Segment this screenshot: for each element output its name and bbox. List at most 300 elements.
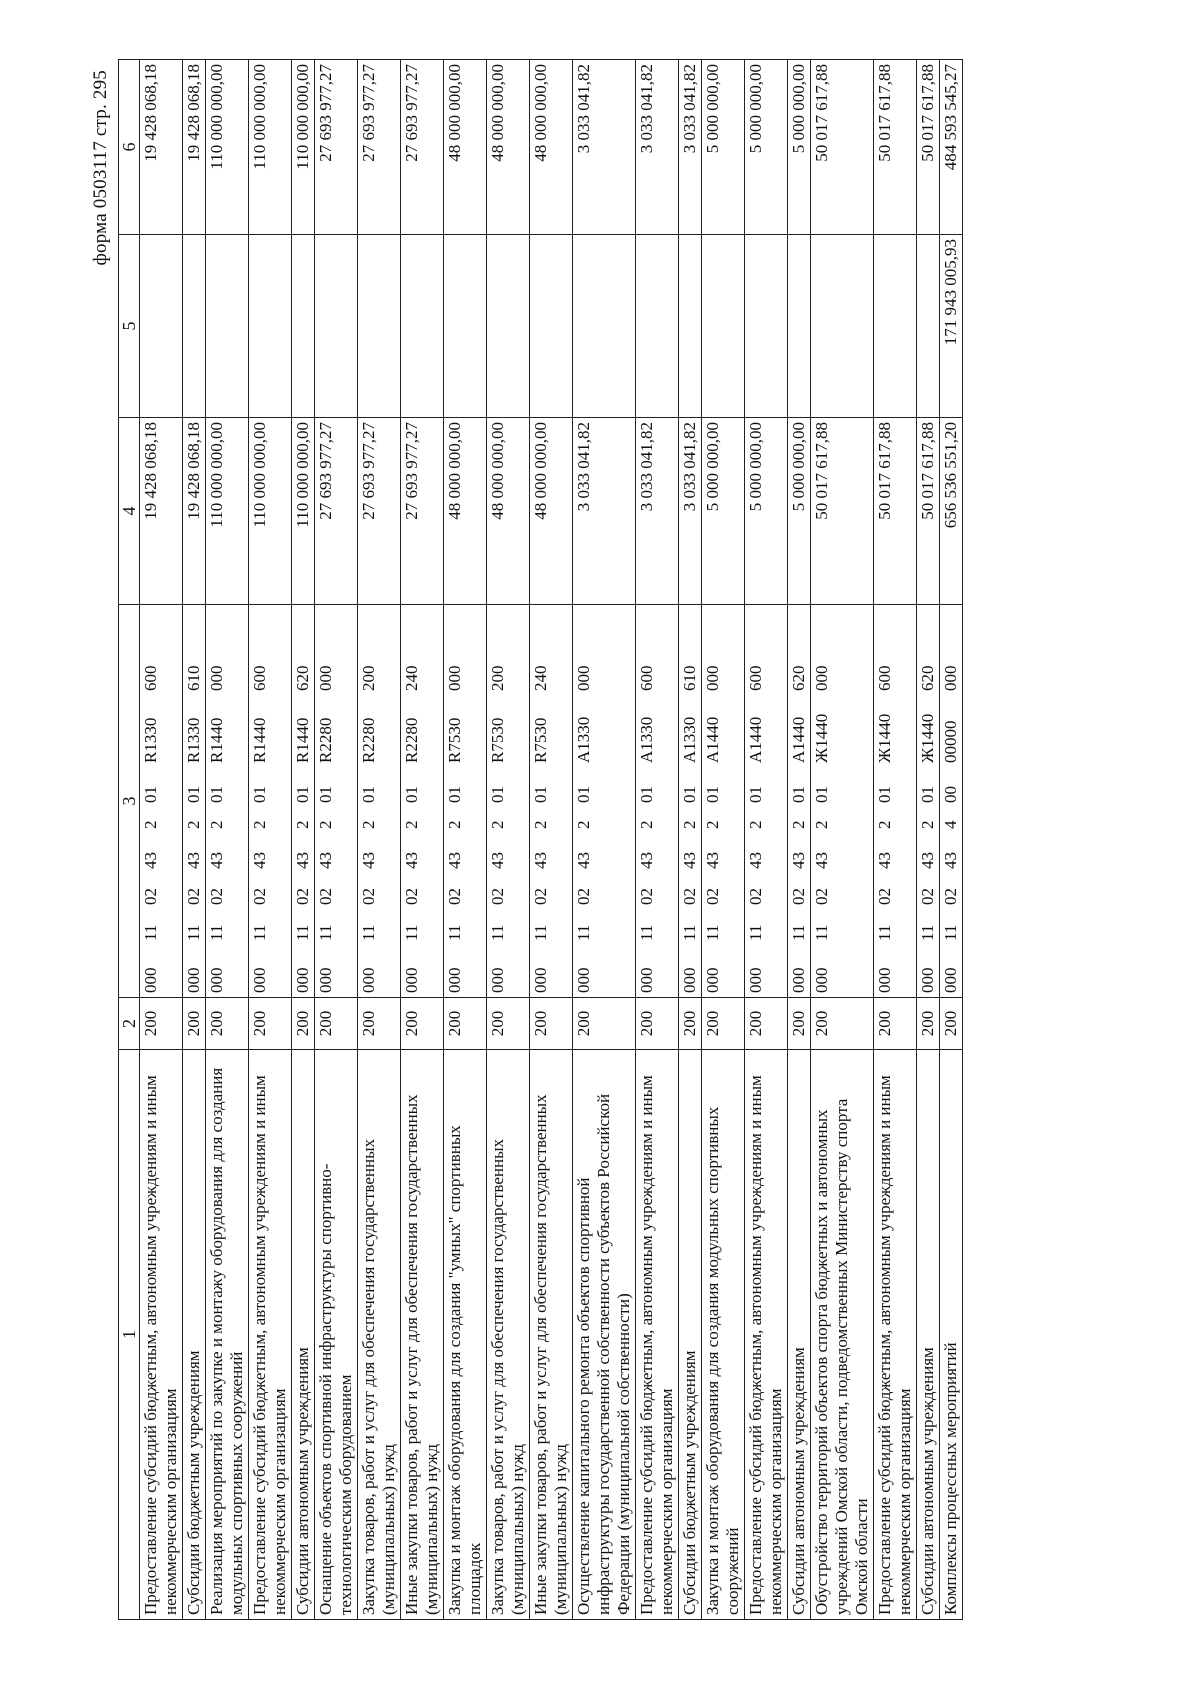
budget-code-part: 000 (703, 665, 722, 691)
row-col6-amount: 3 033 041,82 (636, 60, 679, 235)
row-col4-amount: 110 000 000,00 (292, 418, 315, 605)
budget-code-part: 620 (789, 665, 808, 691)
budget-code-part: 2 (789, 820, 808, 829)
row-line-code-cell: 200 (874, 998, 917, 1050)
budget-code-parts (293, 609, 313, 993)
budget-code-part: 11 (488, 924, 507, 941)
row-line-code-cell: 200 (140, 998, 183, 1050)
budget-code-part: 000 (875, 967, 894, 993)
budget-code-part: 2 (445, 820, 464, 829)
row-col4-amount: 50 017 617,88 (811, 418, 874, 605)
budget-code-parts (680, 609, 700, 993)
row-col5-amount (679, 235, 702, 418)
budget-code-part: 600 (250, 665, 269, 691)
row-col4-amount: 27 693 977,27 (401, 418, 444, 605)
row-budget-code-cell (745, 605, 788, 998)
budget-code-part: 02 (316, 888, 335, 905)
table-row (811, 60, 874, 1620)
row-budget-code-cell (358, 605, 401, 998)
table-row (315, 60, 358, 1620)
budget-code-parts (184, 609, 204, 993)
budget-code-part: 610 (680, 665, 699, 691)
budget-code-part: 02 (359, 888, 378, 905)
budget-code-part: 600 (875, 665, 894, 691)
budget-code-part: 02 (488, 888, 507, 905)
budget-code-part: 000 (402, 967, 421, 993)
budget-code-part: 000 (141, 967, 160, 993)
budget-code-part: 02 (402, 888, 421, 905)
budget-code-part: 02 (531, 888, 550, 905)
budget-code-part: 11 (359, 924, 378, 941)
budget-code-parts (531, 609, 551, 993)
budget-code-part: 240 (531, 665, 550, 691)
budget-code-part: 43 (703, 852, 722, 869)
row-line-code-cell: 200 (249, 998, 292, 1050)
row-col4-amount: 3 033 041,82 (573, 418, 636, 605)
budget-code-part: 43 (746, 852, 765, 869)
row-col5-amount (487, 235, 530, 418)
budget-code-part: 2 (531, 820, 550, 829)
budget-code-part: 000 (316, 665, 335, 691)
budget-code-part: R2280 (359, 717, 378, 763)
row-col4-amount: 3 033 041,82 (679, 418, 702, 605)
budget-code-part: 000 (703, 967, 722, 993)
row-budget-code-cell (917, 605, 940, 998)
budget-code-part: 02 (445, 888, 464, 905)
row-budget-code-cell (206, 605, 249, 998)
budget-code-part: А1330 (680, 716, 699, 763)
row-col4-amount: 110 000 000,00 (249, 418, 292, 605)
budget-code-parts (445, 609, 465, 993)
table-row (917, 60, 940, 1620)
budget-code-part: 200 (359, 665, 378, 691)
budget-code-part: 02 (789, 888, 808, 905)
budget-code-part: 11 (875, 924, 894, 941)
row-col5-amount (444, 235, 487, 418)
budget-code-part: 01 (316, 786, 335, 803)
budget-code-part: 11 (680, 924, 699, 941)
budget-code-part: 11 (812, 924, 831, 941)
row-col5-amount (874, 235, 917, 418)
budget-code-part: 2 (184, 820, 203, 829)
budget-code-part: 02 (184, 888, 203, 905)
table-row (679, 60, 702, 1620)
budget-code-part: 000 (293, 967, 312, 993)
budget-code-parts (141, 609, 161, 993)
budget-code-part: 000 (941, 967, 960, 993)
budget-code-parts (918, 609, 938, 993)
budget-code-part: 43 (184, 852, 203, 869)
row-line-code-cell: 200 (811, 998, 874, 1050)
row-budget-code-cell (530, 605, 573, 998)
rotated-sheet (90, 60, 1090, 1620)
budget-code-part: 01 (207, 786, 226, 803)
budget-code-part: 2 (250, 820, 269, 829)
budget-code-part: 000 (531, 967, 550, 993)
row-name-cell: Иные закупки товаров, работ и услуг для обеспечения государственных (муниципальных) нужд (530, 1050, 573, 1620)
column-header: 3 (119, 605, 140, 998)
column-header: 6 (119, 60, 140, 235)
budget-code-part: 610 (184, 665, 203, 691)
column-header: 2 (119, 998, 140, 1050)
row-line-code-cell: 200 (702, 998, 745, 1050)
column-header: 1 (119, 1050, 140, 1620)
budget-code-part: 000 (812, 967, 831, 993)
row-budget-code-cell (679, 605, 702, 998)
budget-code-part: 01 (574, 786, 593, 803)
row-line-code-cell: 200 (401, 998, 444, 1050)
row-col4-amount: 5 000 000,00 (788, 418, 811, 605)
budget-code-part: 000 (746, 967, 765, 993)
table-row (874, 60, 917, 1620)
budget-code-part: 43 (250, 852, 269, 869)
budget-code-part: 2 (574, 820, 593, 829)
budget-code-part: 000 (316, 967, 335, 993)
budget-code-part: А1330 (637, 716, 656, 763)
budget-code-part: 620 (918, 665, 937, 691)
budget-code-parts (941, 609, 961, 993)
budget-code-part: 2 (918, 820, 937, 829)
budget-code-part: 000 (637, 967, 656, 993)
budget-code-part: 11 (789, 924, 808, 941)
budget-code-part: А1440 (703, 716, 722, 763)
budget-code-part: 43 (918, 852, 937, 869)
budget-code-part: R1440 (207, 717, 226, 763)
budget-code-part: R7530 (445, 717, 464, 763)
budget-code-part: 01 (402, 786, 421, 803)
table-row (940, 60, 963, 1620)
budget-code-part: 4 (941, 820, 960, 829)
form-caption: форма 0503117 стр. 295 (90, 70, 111, 266)
budget-code-part: А1440 (789, 716, 808, 763)
budget-code-part: 01 (789, 786, 808, 803)
row-col5-amount (206, 235, 249, 418)
budget-code-part: 02 (207, 888, 226, 905)
budget-code-part: 000 (359, 967, 378, 993)
budget-code-part: Ж1440 (918, 713, 937, 763)
row-col4-amount: 27 693 977,27 (315, 418, 358, 605)
row-col6-amount: 110 000 000,00 (206, 60, 249, 235)
budget-code-part: 200 (488, 665, 507, 691)
table-row (292, 60, 315, 1620)
budget-code-part: R2280 (402, 717, 421, 763)
row-name-cell: Закупка товаров, работ и услуг для обеспечения государственных (муниципальных) нужд (358, 1050, 401, 1620)
budget-code-part: 620 (293, 665, 312, 691)
budget-code-part: 000 (680, 967, 699, 993)
row-col6-amount: 110 000 000,00 (249, 60, 292, 235)
row-col5-amount (183, 235, 206, 418)
budget-code-part: 2 (207, 820, 226, 829)
budget-code-part: 01 (703, 786, 722, 803)
row-line-code-cell: 200 (788, 998, 811, 1050)
budget-code-part: R7530 (531, 717, 550, 763)
budget-code-part: 43 (141, 852, 160, 869)
budget-code-part: 02 (680, 888, 699, 905)
row-name-cell: Обустройство территорий объектов спорта бюджетных и автономных учреждений Омской области, подведомственных Министерству спорта Омской области (811, 1050, 874, 1620)
row-line-code-cell: 200 (940, 998, 963, 1050)
row-col4-amount: 50 017 617,88 (874, 418, 917, 605)
budget-code-part: 43 (531, 852, 550, 869)
row-col5-amount (249, 235, 292, 418)
budget-code-part: 01 (359, 786, 378, 803)
row-col4-amount: 656 536 551,20 (940, 418, 963, 605)
budget-code-part: 000 (574, 665, 593, 691)
row-line-code-cell: 200 (530, 998, 573, 1050)
row-col4-amount: 5 000 000,00 (702, 418, 745, 605)
budget-code-part: 01 (918, 786, 937, 803)
budget-code-part: 11 (141, 924, 160, 941)
budget-code-part: 11 (531, 924, 550, 941)
row-col5-amount (401, 235, 444, 418)
row-col6-amount: 27 693 977,27 (315, 60, 358, 235)
budget-code-part: 000 (445, 665, 464, 691)
budget-code-part: 01 (250, 786, 269, 803)
row-line-code-cell: 200 (358, 998, 401, 1050)
row-col4-amount: 48 000 000,00 (487, 418, 530, 605)
row-col6-amount: 3 033 041,82 (679, 60, 702, 235)
budget-code-part: 11 (574, 924, 593, 941)
budget-code-part: 240 (402, 665, 421, 691)
budget-code-part: 02 (574, 888, 593, 905)
budget-code-part: 000 (207, 665, 226, 691)
row-col5-amount (917, 235, 940, 418)
budget-code-part: 000 (941, 665, 960, 691)
row-name-cell: Субсидии автономным учреждениям (917, 1050, 940, 1620)
row-col6-amount: 27 693 977,27 (358, 60, 401, 235)
budget-code-part: 2 (812, 820, 831, 829)
row-col6-amount: 3 033 041,82 (573, 60, 636, 235)
budget-code-parts (250, 609, 270, 993)
budget-code-parts (875, 609, 895, 993)
budget-code-part: 01 (293, 786, 312, 803)
row-name-cell: Субсидии бюджетным учреждениям (679, 1050, 702, 1620)
budget-code-parts (316, 609, 336, 993)
row-budget-code-cell (573, 605, 636, 998)
row-col6-amount: 50 017 617,88 (874, 60, 917, 235)
budget-code-part: 43 (316, 852, 335, 869)
row-col4-amount: 19 428 068,18 (183, 418, 206, 605)
budget-code-part: 2 (746, 820, 765, 829)
budget-code-part: 01 (488, 786, 507, 803)
row-budget-code-cell (636, 605, 679, 998)
row-col6-amount: 48 000 000,00 (444, 60, 487, 235)
budget-code-part: Ж1440 (812, 713, 831, 763)
row-budget-code-cell (140, 605, 183, 998)
budget-code-part: 02 (637, 888, 656, 905)
budget-code-part: 02 (250, 888, 269, 905)
row-budget-code-cell (940, 605, 963, 998)
table-row (702, 60, 745, 1620)
budget-code-part: 2 (875, 820, 894, 829)
budget-code-part: 02 (746, 888, 765, 905)
row-col6-amount: 19 428 068,18 (140, 60, 183, 235)
row-budget-code-cell (183, 605, 206, 998)
row-line-code-cell: 200 (183, 998, 206, 1050)
budget-code-part: 01 (680, 786, 699, 803)
budget-table (118, 59, 963, 1620)
budget-code-part: 11 (918, 924, 937, 941)
row-budget-code-cell (444, 605, 487, 998)
budget-code-part: 43 (207, 852, 226, 869)
row-col4-amount: 19 428 068,18 (140, 418, 183, 605)
budget-code-part: 43 (445, 852, 464, 869)
table-row (788, 60, 811, 1620)
budget-code-part: 01 (531, 786, 550, 803)
row-col4-amount: 5 000 000,00 (745, 418, 788, 605)
row-col6-amount: 5 000 000,00 (745, 60, 788, 235)
row-line-code-cell: 200 (679, 998, 702, 1050)
budget-code-part: 000 (812, 665, 831, 691)
row-col5-amount (140, 235, 183, 418)
budget-code-part: 2 (680, 820, 699, 829)
budget-code-part: 00 (941, 786, 960, 803)
budget-code-part: 01 (812, 786, 831, 803)
budget-code-part: 01 (184, 786, 203, 803)
budget-code-part: 01 (445, 786, 464, 803)
budget-code-part: 02 (875, 888, 894, 905)
budget-code-part: 11 (207, 924, 226, 941)
row-budget-code-cell (249, 605, 292, 998)
budget-code-part: 02 (293, 888, 312, 905)
row-col6-amount: 5 000 000,00 (702, 60, 745, 235)
budget-code-part: 01 (637, 786, 656, 803)
row-col4-amount: 27 693 977,27 (358, 418, 401, 605)
budget-code-part: 11 (293, 924, 312, 941)
row-name-cell: Субсидии бюджетным учреждениям (183, 1050, 206, 1620)
row-line-code-cell: 200 (315, 998, 358, 1050)
budget-code-part: 600 (746, 665, 765, 691)
budget-code-part: 000 (918, 967, 937, 993)
row-name-cell: Предоставление субсидий бюджетным, автономным учреждениям и иным некоммерческим организациям (874, 1050, 917, 1620)
budget-code-parts (637, 609, 657, 993)
budget-code-part: 000 (445, 967, 464, 993)
budget-code-part: 43 (293, 852, 312, 869)
budget-code-part: 43 (488, 852, 507, 869)
row-line-code-cell: 200 (206, 998, 249, 1050)
row-col6-amount: 50 017 617,88 (811, 60, 874, 235)
budget-code-part: А1330 (574, 716, 593, 763)
budget-code-part: 43 (812, 852, 831, 869)
column-number-row (119, 60, 140, 1620)
budget-code-part: 11 (637, 924, 656, 941)
row-name-cell: Предоставление субсидий бюджетным, автономным учреждениям и иным некоммерческим организациям (140, 1050, 183, 1620)
table-row (444, 60, 487, 1620)
budget-code-part: 01 (746, 786, 765, 803)
row-line-code-cell: 200 (917, 998, 940, 1050)
column-header: 5 (119, 235, 140, 418)
row-name-cell: Закупка товаров, работ и услуг для обеспечения государственных (муниципальных) нужд (487, 1050, 530, 1620)
row-col6-amount: 110 000 000,00 (292, 60, 315, 235)
row-budget-code-cell (702, 605, 745, 998)
budget-code-part: 11 (402, 924, 421, 941)
budget-code-part: 11 (184, 924, 203, 941)
budget-code-part: 2 (402, 820, 421, 829)
table-row (358, 60, 401, 1620)
budget-code-part: 000 (488, 967, 507, 993)
table-row (573, 60, 636, 1620)
table-row (636, 60, 679, 1620)
budget-code-parts (789, 609, 809, 993)
budget-code-part: 000 (574, 967, 593, 993)
budget-code-parts (402, 609, 422, 993)
row-col5-amount (702, 235, 745, 418)
row-line-code-cell: 200 (444, 998, 487, 1050)
row-col5-amount (292, 235, 315, 418)
row-col5-amount (788, 235, 811, 418)
budget-code-part: R1440 (293, 717, 312, 763)
row-col5-amount (745, 235, 788, 418)
column-header: 4 (119, 418, 140, 605)
budget-code-part: 000 (250, 967, 269, 993)
row-line-code-cell: 200 (573, 998, 636, 1050)
budget-code-part: R2280 (316, 717, 335, 763)
row-budget-code-cell (292, 605, 315, 998)
budget-code-part: 2 (488, 820, 507, 829)
budget-code-part: 43 (680, 852, 699, 869)
budget-code-part: Ж1440 (875, 713, 894, 763)
budget-code-part: R1330 (141, 717, 160, 763)
budget-code-part: 2 (141, 820, 160, 829)
budget-code-part: 01 (875, 786, 894, 803)
row-col5-amount (573, 235, 636, 418)
budget-code-parts (359, 609, 379, 993)
budget-code-part: 02 (941, 888, 960, 905)
budget-code-part: 43 (875, 852, 894, 869)
budget-code-part: 43 (637, 852, 656, 869)
budget-code-part: R1440 (250, 717, 269, 763)
row-col6-amount: 27 693 977,27 (401, 60, 444, 235)
row-line-code-cell: 200 (636, 998, 679, 1050)
row-name-cell: Предоставление субсидий бюджетным, автономным учреждениям и иным некоммерческим организациям (745, 1050, 788, 1620)
budget-code-part: 01 (141, 786, 160, 803)
row-col4-amount: 110 000 000,00 (206, 418, 249, 605)
row-name-cell: Субсидии автономным учреждениям (292, 1050, 315, 1620)
budget-code-part: 02 (812, 888, 831, 905)
budget-code-part: 600 (141, 665, 160, 691)
row-name-cell: Закупка и монтаж оборудования для создания модульных спортивных сооружений (702, 1050, 745, 1620)
budget-code-part: 2 (359, 820, 378, 829)
budget-code-parts (574, 609, 594, 993)
budget-code-part: 2 (293, 820, 312, 829)
row-col6-amount: 19 428 068,18 (183, 60, 206, 235)
row-budget-code-cell (401, 605, 444, 998)
table-row (206, 60, 249, 1620)
table-row (140, 60, 183, 1620)
row-col6-amount: 48 000 000,00 (530, 60, 573, 235)
row-name-cell: Осуществление капитального ремонта объектов спортивной инфраструктуры государственной собственности субъектов Российской Федерации (муниципальной собственности) (573, 1050, 636, 1620)
row-budget-code-cell (874, 605, 917, 998)
budget-code-part: 02 (918, 888, 937, 905)
row-budget-code-cell (811, 605, 874, 998)
row-budget-code-cell (788, 605, 811, 998)
budget-code-part: 11 (316, 924, 335, 941)
row-budget-code-cell (315, 605, 358, 998)
table-row (745, 60, 788, 1620)
row-name-cell: Субсидии автономным учреждениям (788, 1050, 811, 1620)
table-row (530, 60, 573, 1620)
budget-code-part: 43 (789, 852, 808, 869)
row-name-cell: Оснащение объектов спортивной инфраструктуры спортивно-технологическим оборудованием (315, 1050, 358, 1620)
row-col5-amount (315, 235, 358, 418)
budget-code-part: R1330 (184, 717, 203, 763)
budget-code-part: 000 (207, 967, 226, 993)
row-col6-amount: 5 000 000,00 (788, 60, 811, 235)
budget-code-part: 11 (250, 924, 269, 941)
budget-code-part: 11 (941, 924, 960, 941)
budget-code-part: 00000 (941, 720, 960, 763)
budget-code-part: 11 (445, 924, 464, 941)
row-line-code-cell: 200 (487, 998, 530, 1050)
